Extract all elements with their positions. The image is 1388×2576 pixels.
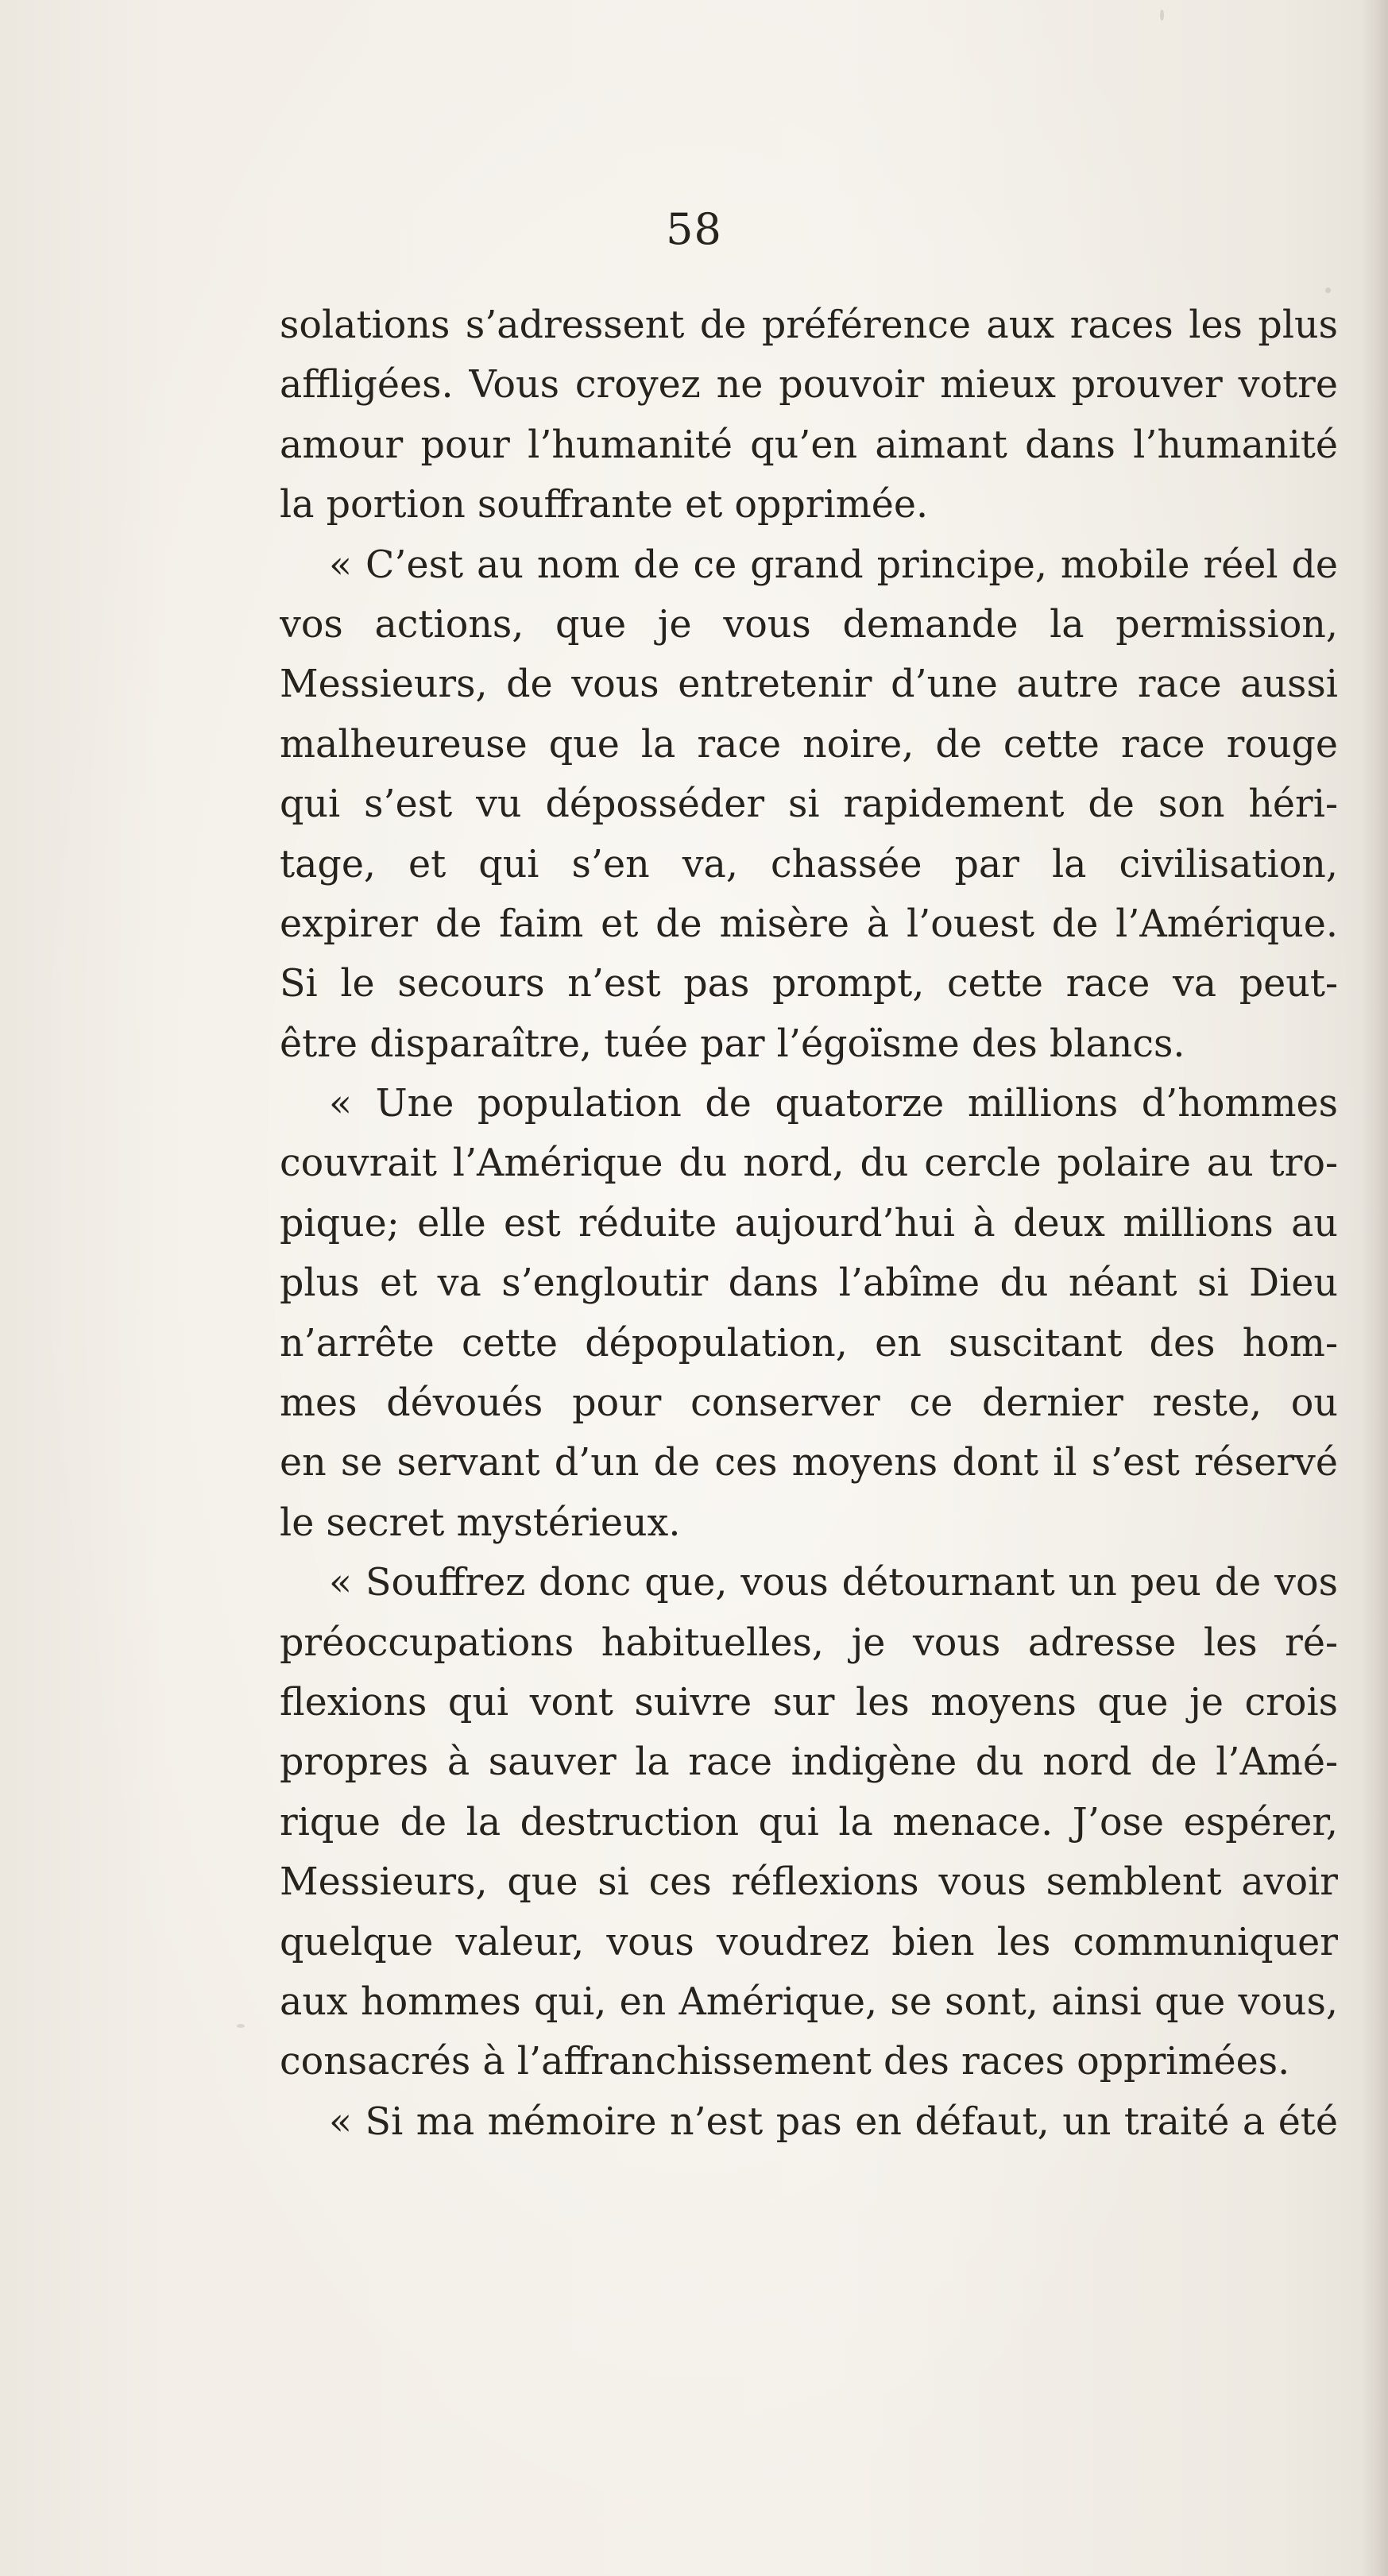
text-line: solations s’adressent de préférence aux races les plus xyxy=(280,303,1338,347)
text-line: malheureuse que la race noire, de cette race rouge xyxy=(280,722,1338,767)
text-line: flexions qui vont suivre sur les moyens que je crois xyxy=(280,1680,1338,1724)
text-line: le secret mystérieux. xyxy=(280,1500,681,1545)
text-line: Messieurs, que si ces réflexions vous semblent avoir xyxy=(280,1860,1338,1905)
text-line: tage, et qui s’en va, chassée par la civilisation, xyxy=(280,842,1338,886)
text-line: amour pour l’humanité qu’en aimant dans l’humanité xyxy=(280,423,1338,467)
text-line: Messieurs, de vous entretenir d’une autre race aussi xyxy=(280,662,1338,707)
text-line: pique; elle est réduite aujourd’hui à deux millions au xyxy=(280,1201,1338,1246)
text-line: Si le secours n’est pas prompt, cette race va peut- xyxy=(280,962,1338,1006)
text-line: vos actions, que je vous demande la permission, xyxy=(280,602,1338,647)
text-line: « Souffrez donc que, vous détournant un peu de vos xyxy=(329,1561,1338,1605)
text-line: quelque valeur, vous voudrez bien les communiquer xyxy=(280,1920,1338,1964)
text-line: la portion souffrante et opprimée. xyxy=(280,483,929,527)
text-line: préoccupations habituelles, je vous adresse les ré- xyxy=(280,1620,1338,1665)
paper-speck xyxy=(1325,288,1331,293)
paper-speck xyxy=(237,2024,245,2028)
page-edge-shadow xyxy=(1361,0,1388,2576)
page-number: 58 xyxy=(666,204,722,254)
text-line: « Une population de quatorze millions d’hommes xyxy=(329,1082,1338,1126)
text-line: consacrés à l’affranchissement des races opprimées. xyxy=(280,2040,1290,2084)
text-line: plus et va s’engloutir dans l’abîme du néant si Dieu xyxy=(280,1261,1338,1306)
paper-speck xyxy=(1160,10,1164,21)
text-line: couvrait l’Amérique du nord, du cercle polaire au tro- xyxy=(280,1141,1338,1186)
text-line: en se servant d’un de ces moyens dont il s’est réservé xyxy=(280,1441,1338,1485)
text-line: mes dévoués pour conserver ce dernier reste, ou xyxy=(280,1381,1338,1426)
text-line: propres à sauver la race indigène du nord de l’Amé- xyxy=(280,1740,1338,1785)
body-text xyxy=(280,295,1338,2152)
text-line: « C’est au nom de ce grand principe, mobile réel de xyxy=(329,543,1338,587)
text-line: affligées. Vous croyez ne pouvoir mieux prouver votre xyxy=(280,363,1338,407)
text-line: qui s’est vu déposséder si rapidement de son héri- xyxy=(280,782,1338,827)
text-line: expirer de faim et de misère à l’ouest de l’Amérique. xyxy=(280,902,1338,946)
text-line: n’arrête cette dépopulation, en suscitant des hom- xyxy=(280,1321,1338,1365)
text-line: rique de la destruction qui la menace. J’ose espérer, xyxy=(280,1800,1338,1844)
text-line: « Si ma mémoire n’est pas en défaut, un traité a été xyxy=(329,2099,1338,2144)
text-line: aux hommes qui, en Amérique, se sont, ainsi que vous, xyxy=(280,1979,1338,2024)
text-line: être disparaître, tuée par l’égoïsme des blancs. xyxy=(280,1022,1185,1066)
